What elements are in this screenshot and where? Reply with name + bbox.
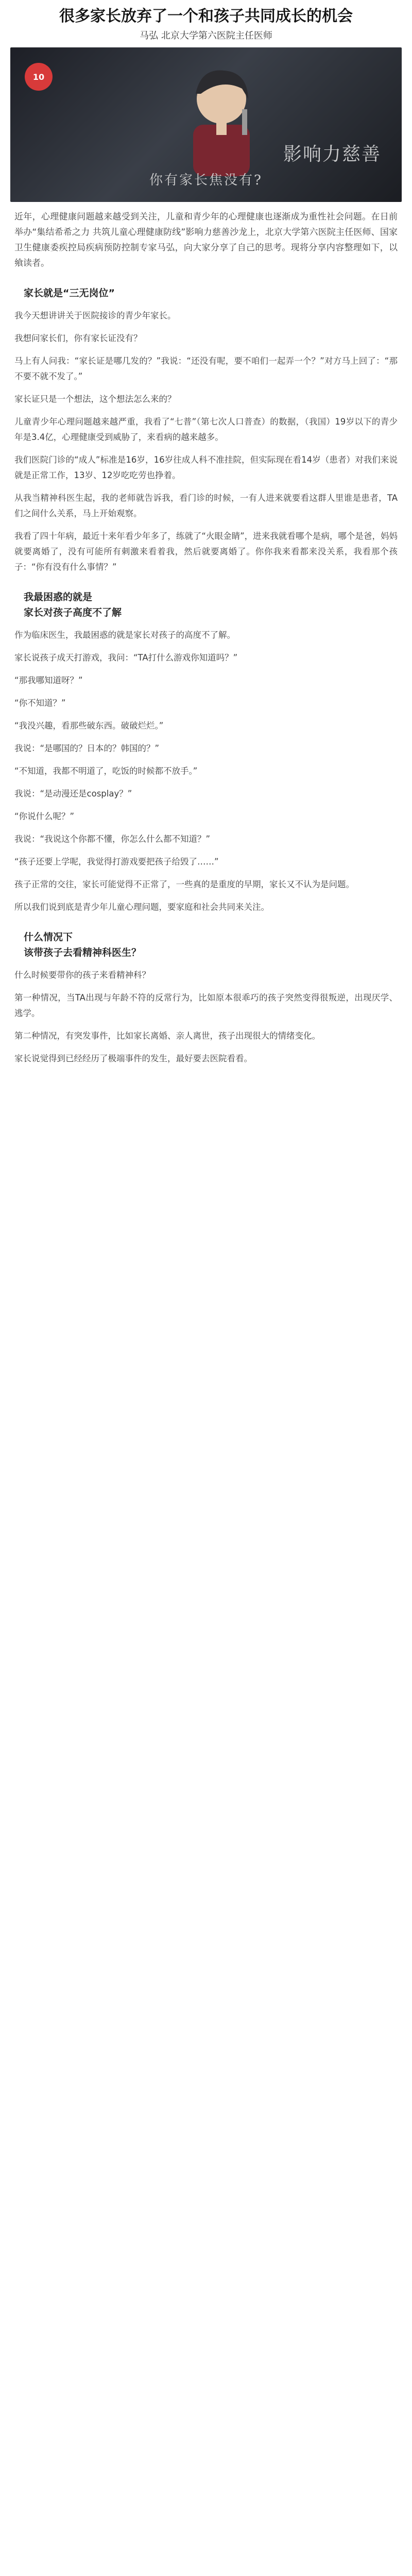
section-heading — [14, 285, 398, 301]
article-sections — [14, 285, 398, 1066]
event-logo-icon: 10 — [25, 63, 53, 91]
body-paragraph: 我说：“是哪国的？日本的？韩国的？” — [14, 743, 160, 753]
body-paragraph: 第二种情况，有突发事件，比如家长离婚、亲人离世，孩子出现很大的情绪变化。 — [14, 1031, 320, 1041]
section-heading — [14, 589, 398, 620]
section-heading-line: 家长就是“三无岗位” — [24, 287, 115, 299]
section-heading-text — [24, 929, 141, 960]
article-title: 很多家长放弃了一个和孩子共同成长的机会 — [59, 7, 353, 25]
body-paragraph: 儿童青少年心理问题越来越严重，我看了“七普”（第七次人口普查）的数据，（我国）19岁以下的青少年是3.4亿，心理健康受到威胁了，来看病的越来越多。 — [14, 417, 398, 442]
body-paragraph: 家长说孩子成天打游戏，我问：“TA打什么游戏你知道吗？” — [14, 653, 238, 663]
body-paragraph: “你说什么呢？” — [14, 811, 75, 821]
body-paragraph: 我说：“我说这个你都不懂，你怎么什么都不知道？” — [14, 834, 211, 844]
hero-caption-big: 影响力慈善 — [283, 144, 381, 165]
hero-caption-small: 你有家长焦没有? — [149, 173, 263, 188]
body-paragraph: “那我哪知道呀？” — [14, 675, 83, 685]
body-paragraph: 所以我们说到底是青少年儿童心理问题，要家庭和社会共同来关注。 — [14, 902, 269, 912]
body-paragraph: “孩子还要上学呢，我觉得打游戏要把孩子给毁了……” — [14, 857, 219, 867]
speaker-photo — [165, 58, 278, 176]
section-heading — [14, 929, 398, 960]
section-heading-text — [24, 285, 115, 301]
section-heading-line: 我最困惑的就是 — [24, 591, 93, 603]
article-subtitle: 马弘 北京大学第六医院主任医师 — [140, 30, 272, 41]
body-paragraph: 马上有人问我：“家长证是哪几发的？”我说：“还没有呢，要不咱们一起弄一个？”对方马上回了：“那不要不就不发了。” — [14, 356, 398, 381]
intro-paragraph: 近年，心理健康问题越来越受到关注，儿童和青少年的心理健康也逐渐成为重性社会问题。在日前举办“集结希希之力 共筑儿童心理健康防线”影响力慈善沙龙上，北京大学第六医院主任医师、国家卫生健康委疾控局疾病预防控制专家马弘，向大家分享了自己的思考。现将分享内容整理如下，以飨读者。 — [14, 212, 398, 268]
body-paragraph: 什么时候要带你的孩子来看精神科？ — [14, 970, 150, 980]
section-heading-text — [24, 589, 122, 620]
hero-image — [10, 47, 402, 202]
body-paragraph: 作为临床医生，我最困惑的就是家长对孩子的高度不了解。 — [14, 630, 235, 640]
body-paragraph: 第一种情况，当TA出现与年龄不符的反常行为，比如原本很乖巧的孩子突然变得很叛逆，出现厌学、逃学。 — [14, 993, 398, 1018]
section-heading-line: 该带孩子去看精神科医生？ — [24, 947, 142, 958]
section-heading-line: 什么情况下 — [24, 931, 73, 943]
body-paragraph: 我今天想讲讲关于医院接诊的青少年家长。 — [14, 311, 176, 320]
body-paragraph: 家长证只是一个想法，这个想法怎么来的？ — [14, 394, 176, 404]
body-paragraph: 家长说觉得到已经经历了极端事件的发生，最好要去医院看看。 — [14, 1054, 252, 1063]
body-paragraph: “不知道，我都不明道了，吃饭的时候都不放手。” — [14, 766, 198, 776]
body-paragraph: 孩子正常的交往，家长可能觉得不正常了，一些真的是重度的早期，家长又不认为是问题。 — [14, 879, 354, 889]
body-paragraph: 我想问家长们，你有家长证没有？ — [14, 333, 142, 343]
body-paragraph: 我说：“是动漫还是cosplay？” — [14, 789, 132, 799]
body-paragraph: “我没兴趣，看那些破东西。破破烂烂。” — [14, 721, 164, 731]
body-paragraph: 我看了四十年病，最近十来年看少年多了，练就了“火眼金睛”，进来我就看哪个是病，哪个是爸，妈妈就要离婚了，没有可能所有刺激来看着我，然后就要离婚了。你你我来看都来没关系，我看那个孩子：“你有没有什么事情？” — [14, 531, 398, 572]
body-paragraph: “你不知道？” — [14, 698, 66, 708]
body-paragraph: 我们医院门诊的“成人”标准是16岁，16岁往成人科不准挂院，但实际现在看14岁（患者）对我们来说就是正常工作，13岁、12岁吃吃劳也挣着。 — [14, 455, 398, 480]
body-paragraph: 从我当精神科医生起，我的老师就告诉我，看门诊的时候，一有人进来就要看这群人里谁是患者，TA们之间什么关系，马上开始观察。 — [14, 493, 398, 518]
section-heading-line: 家长对孩子高度不了解 — [24, 607, 122, 618]
